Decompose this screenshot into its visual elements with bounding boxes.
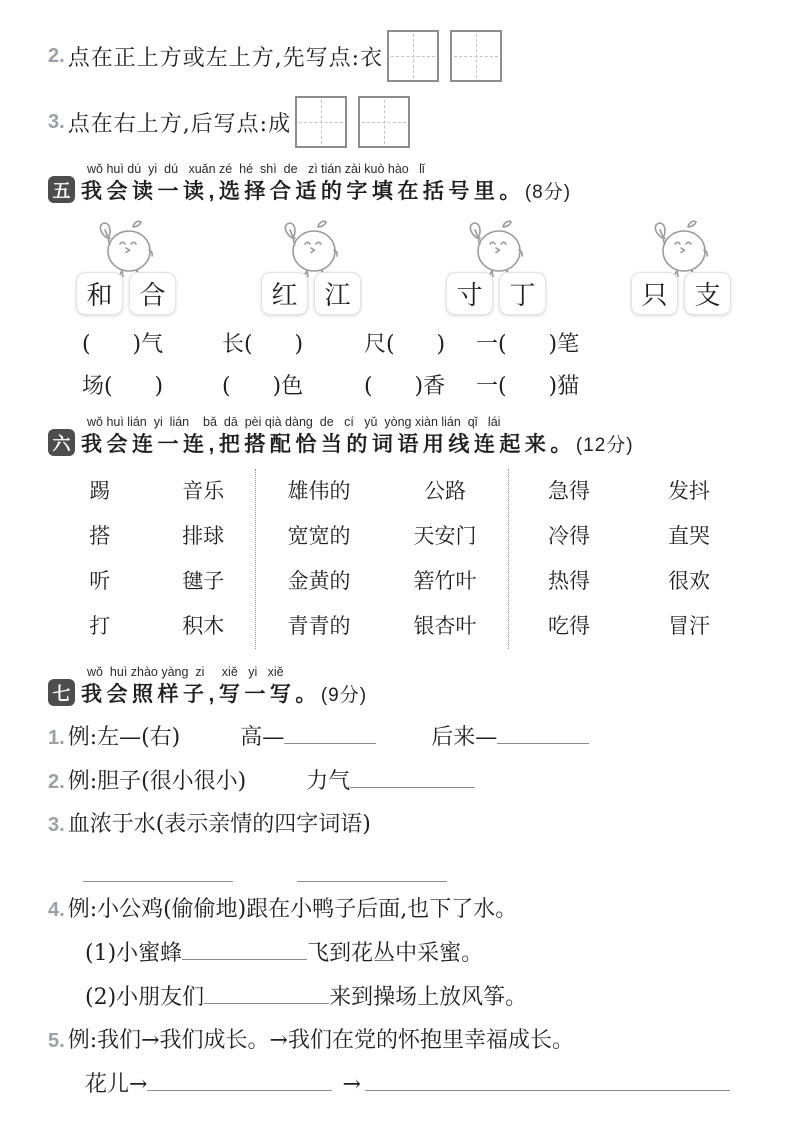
section-7-title: 我会照样子,写一写。 <box>81 683 321 706</box>
section-7-points: (9分) <box>320 685 368 706</box>
s7-item-4 <box>48 895 749 925</box>
question-text: 力气 <box>306 769 351 794</box>
character-card[interactable]: 只 <box>631 272 678 315</box>
writing-grid-box[interactable] <box>295 96 347 148</box>
item-number: 2. <box>48 44 65 67</box>
match-group-1 <box>48 469 255 649</box>
blank-phrase[interactable]: 一( )猫 <box>476 374 580 399</box>
answer-blank[interactable] <box>204 982 329 1004</box>
item-number: 3. <box>48 110 65 133</box>
answer-blank[interactable] <box>147 1069 332 1091</box>
s7-item-5 <box>48 1026 749 1056</box>
answer-blank[interactable] <box>182 938 307 960</box>
match-word[interactable]: 天安门 <box>413 524 477 548</box>
question-text: 高— <box>240 725 285 750</box>
question-text: 来到操场上放风筝。 <box>329 985 528 1010</box>
match-word[interactable]: 箬竹叶 <box>413 569 477 593</box>
choice-group-1 <box>76 220 176 315</box>
answer-blank[interactable] <box>497 722 589 744</box>
match-word[interactable]: 宽宽的 <box>287 524 351 548</box>
stroke-item-2 <box>48 28 749 84</box>
chick-icon <box>278 220 344 278</box>
answer-blank[interactable] <box>297 860 447 882</box>
match-word[interactable]: 搭 <box>89 524 111 548</box>
match-word[interactable]: 青青的 <box>287 614 351 638</box>
writing-grid-box[interactable] <box>450 30 502 82</box>
match-word[interactable]: 很欢 <box>668 569 710 593</box>
s7-item-1 <box>48 722 749 753</box>
stroke-item-3 <box>48 94 749 150</box>
section-6-header <box>48 415 749 459</box>
s7-item-4-sub-1 <box>48 938 749 969</box>
match-word[interactable]: 听 <box>89 569 111 593</box>
chick-icon <box>463 220 529 278</box>
character-card[interactable]: 红 <box>261 272 308 315</box>
match-group-3 <box>508 469 749 649</box>
question-text: 后来— <box>431 725 498 750</box>
s7-item-4-sub-2 <box>48 982 749 1013</box>
section-6-badge: 六 <box>48 429 75 456</box>
section-5-badge: 五 <box>48 176 75 203</box>
item-number: 5. <box>48 1030 65 1052</box>
section-6-title: 我会连一连,把搭配恰当的词语用线连起来。 <box>81 433 576 456</box>
match-word[interactable]: 金黄的 <box>287 569 351 593</box>
answer-blank[interactable] <box>284 722 376 744</box>
match-word[interactable]: 冒汗 <box>668 614 710 638</box>
choice-group-4 <box>631 220 731 315</box>
matching-table <box>48 469 749 649</box>
s7-item-3-answer-row <box>83 860 749 882</box>
question-text: 飞到花丛中采蜜。 <box>307 941 484 966</box>
section-6-pinyin: wǒ huì lián yi lián bǎ dā pèi qià dàng de cí yǔ yòng xiàn lián qǐ lái <box>87 415 501 429</box>
character-card[interactable]: 合 <box>129 272 176 315</box>
match-word[interactable]: 雄伟的 <box>287 479 351 503</box>
match-word[interactable]: 急得 <box>548 479 590 503</box>
match-word[interactable]: 音乐 <box>182 479 225 503</box>
match-word[interactable]: 公路 <box>424 479 466 503</box>
section-5-title: 我会读一读,选择合适的字填在括号里。 <box>81 180 525 203</box>
item-number: 4. <box>48 899 65 921</box>
section-7-header <box>48 665 749 709</box>
writing-grid-pair <box>387 30 502 82</box>
item-number: 1. <box>48 727 65 749</box>
s7-item-3 <box>48 810 749 840</box>
example-text: 例:左—(右) <box>67 725 181 750</box>
chick-icon <box>648 220 714 278</box>
match-word[interactable]: 积木 <box>182 614 225 638</box>
section-5-points: (8分) <box>524 182 572 203</box>
writing-grid-box[interactable] <box>358 96 410 148</box>
choice-group-3 <box>446 220 546 315</box>
question-text: (2)小朋友们 <box>85 985 205 1010</box>
character-card[interactable]: 和 <box>76 272 123 315</box>
blank-phrase[interactable]: ( )气 <box>82 332 164 357</box>
blank-phrase[interactable]: 长( ) <box>222 332 304 357</box>
match-word[interactable]: 吃得 <box>548 614 590 638</box>
question-text: 花儿→ <box>85 1072 148 1097</box>
blank-phrase[interactable]: ( )香 <box>364 374 446 399</box>
example-text: 例:胆子(很小很小) <box>67 769 247 794</box>
section-5-header <box>48 162 749 206</box>
match-word[interactable]: 银杏叶 <box>413 614 477 638</box>
writing-grid-box[interactable] <box>387 30 439 82</box>
blank-phrase[interactable]: 一( )笔 <box>476 332 580 357</box>
question-text: 血浓于水(表示亲情的四字词语) <box>67 812 371 837</box>
example-text: 例:我们→我们成长。→我们在党的怀抱里幸福成长。 <box>67 1028 574 1053</box>
character-card[interactable]: 支 <box>684 272 731 315</box>
stroke-rule-text: 点在右上方,后写点:成 <box>67 111 292 137</box>
writing-grid-pair <box>295 96 410 148</box>
answer-blank[interactable] <box>365 1069 730 1091</box>
question-text: (1)小蜜蜂 <box>85 941 183 966</box>
s7-item-5-answer-row <box>48 1069 749 1100</box>
character-choice-row <box>48 220 749 315</box>
item-number: 3. <box>48 814 65 836</box>
stroke-rule-text: 点在正上方或左上方,先写点:衣 <box>67 45 384 71</box>
blank-phrase[interactable]: ( )色 <box>222 374 304 399</box>
match-word[interactable]: 打 <box>89 614 111 638</box>
s7-item-2 <box>48 766 749 797</box>
arrow-glyph: → <box>342 1072 361 1097</box>
match-word[interactable]: 毽子 <box>182 569 225 593</box>
match-word[interactable]: 直哭 <box>668 524 710 548</box>
match-word[interactable]: 冷得 <box>548 524 590 548</box>
blank-phrase[interactable]: 尺( ) <box>364 332 446 357</box>
section-7-pinyin: wǒ huì zhào yàng zi xiě yi xiě <box>87 665 284 679</box>
item-number: 2. <box>48 771 65 793</box>
match-word[interactable]: 踢 <box>89 479 111 503</box>
example-text: 例:小公鸡(偷偷地)跟在小鸭子后面,也下了水。 <box>67 897 518 922</box>
match-word[interactable]: 热得 <box>548 569 590 593</box>
choice-group-2 <box>261 220 361 315</box>
section-7-badge: 七 <box>48 679 75 706</box>
match-word[interactable]: 排球 <box>182 524 225 548</box>
character-card[interactable]: 江 <box>314 272 361 315</box>
character-card[interactable]: 寸 <box>446 272 493 315</box>
section-5-pinyin: wǒ huì dú yi dú xuǎn zé hé shì de zì tián zài kuò hào lǐ <box>87 162 425 176</box>
section-6-points: (12分) <box>575 435 634 456</box>
match-word[interactable]: 发抖 <box>668 479 710 503</box>
blank-phrase[interactable]: 场( ) <box>82 374 164 399</box>
answer-blank[interactable] <box>350 766 475 788</box>
match-group-2 <box>255 469 508 649</box>
chick-icon <box>93 220 159 278</box>
answer-blank[interactable] <box>83 860 233 882</box>
fill-in-blanks <box>48 329 749 403</box>
character-card[interactable]: 丁 <box>499 272 546 315</box>
